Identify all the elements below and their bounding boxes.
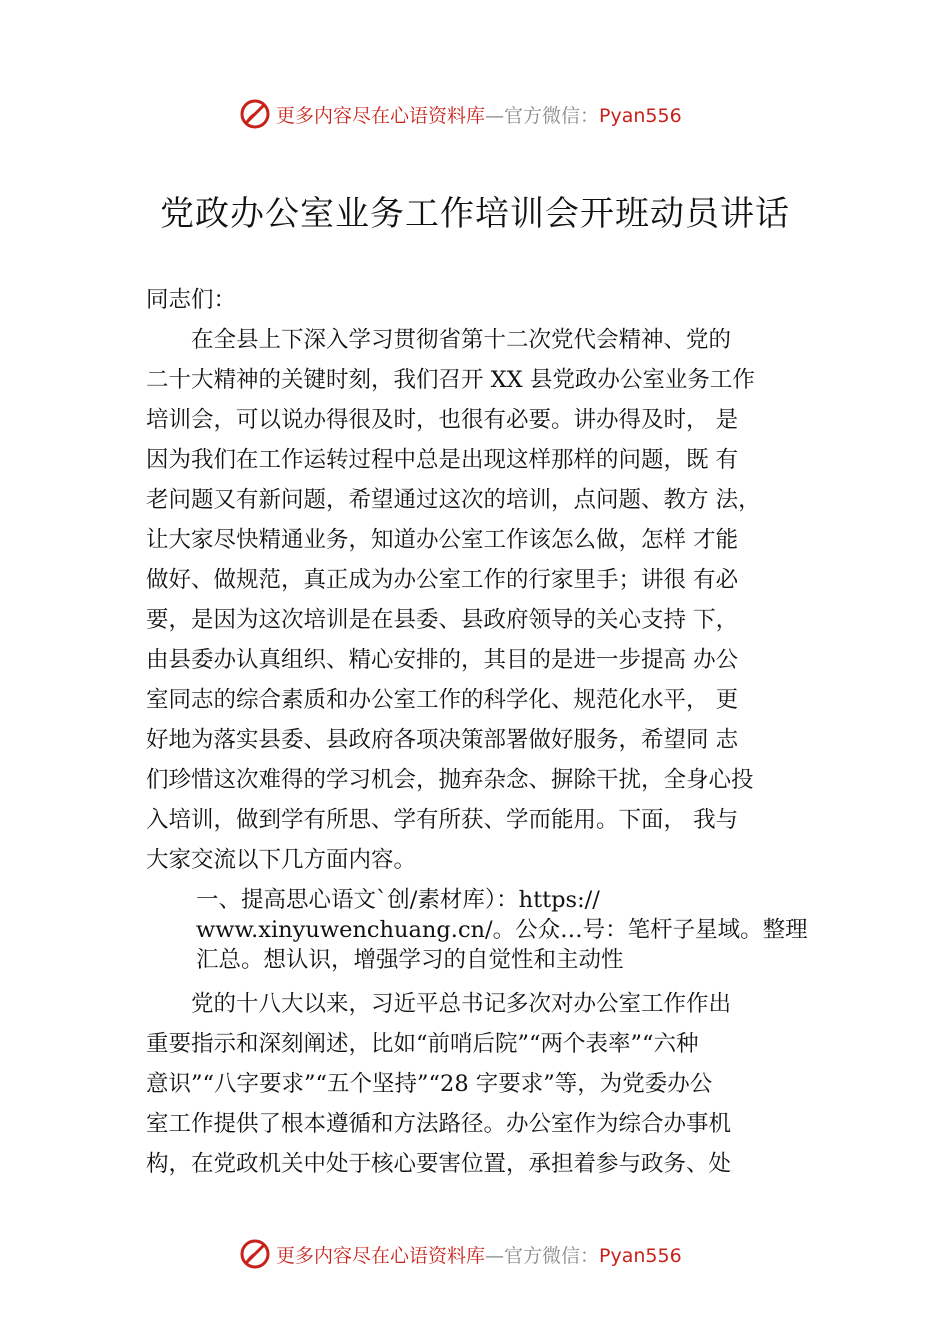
paragraph-line: 老问题又有新问题，希望通过这次的培训，点问题、教方 法， xyxy=(146,487,761,513)
heading-line: 汇总。想认识，增强学习的自觉性和主动性 xyxy=(196,947,624,973)
document-title: 党政办公室业务工作培训会开班动员讲话 xyxy=(160,194,790,234)
paragraph-line: 由县委办认真组织、精心安排的，其目的是进一步提高 办公 xyxy=(146,647,739,673)
paragraph-line: 意识”“八字要求”“五个坚持”“28 字要求”等，为党委办公 xyxy=(146,1071,713,1097)
watermark-text xyxy=(276,1241,682,1268)
watermark-label: —官方微信： xyxy=(485,1245,600,1267)
watermark-wechat-id: Pyan556 xyxy=(599,105,682,127)
brush-logo-icon xyxy=(238,1237,272,1271)
paragraph-line: 好地为落实县委、县政府各项决策部署做好服务，希望同 志 xyxy=(146,727,739,753)
brush-logo-icon xyxy=(238,97,272,131)
paragraph-line: 党的十八大以来，习近平总书记多次对办公室工作作出 xyxy=(146,991,732,1017)
watermark-text xyxy=(276,101,682,128)
watermark-site: 更多内容尽在心语资料库 xyxy=(276,105,486,127)
paragraph-line: 构，在党政机关中处于核心要害位置，承担着参与政务、处 xyxy=(146,1151,732,1177)
paragraph-line: 入培训，做到学有所思、学有所获、学而能用。下面， 我与 xyxy=(146,807,739,833)
paragraph-line: 因为我们在工作运转过程中总是出现这样那样的问题，既 有 xyxy=(146,447,739,473)
watermark-wechat-id: Pyan556 xyxy=(599,1245,682,1267)
heading-line: www.xinyuwenchuang.cn/。公众…号：笔杆子星域。整理 xyxy=(196,917,808,943)
paragraph-line: 重要指示和深刻阐述，比如“前哨后院”“两个表率”“六种 xyxy=(146,1031,699,1057)
paragraph-line: 让大家尽快精通业务，知道办公室工作该怎么做，怎样 才能 xyxy=(146,527,739,553)
watermark-label: —官方微信： xyxy=(485,105,600,127)
header-watermark xyxy=(0,94,950,134)
paragraph-line: 二十大精神的关键时刻，我们召开 XX 县党政办公室业务工作 xyxy=(146,367,755,393)
greeting: 同志们： xyxy=(146,287,237,313)
paragraph-line: 培训会，可以说办得很及时，也很有必要。讲办得及时， 是 xyxy=(146,407,739,433)
paragraph-line: 室同志的综合素质和办公室工作的科学化、规范化水平， 更 xyxy=(146,687,739,713)
paragraph-line: 要，是因为这次培训是在县委、县政府领导的关心支持 下， xyxy=(146,607,739,633)
paragraph-line: 室工作提供了根本遵循和方法路径。办公室作为综合办事机 xyxy=(146,1111,732,1137)
paragraph-line: 大家交流以下几方面内容。 xyxy=(146,847,417,873)
footer-watermark xyxy=(0,1234,950,1274)
watermark-site: 更多内容尽在心语资料库 xyxy=(276,1245,486,1267)
heading-line: 一、提高思心语文`创/素材库）：https:// xyxy=(196,887,600,913)
paragraph-line: 在全县上下深入学习贯彻省第十二次党代会精神、党的 xyxy=(146,327,732,353)
paragraph-line: 做好、做规范，真正成为办公室工作的行家里手；讲很 有必 xyxy=(146,567,739,593)
paragraph-line: 们珍惜这次难得的学习机会，抛弃杂念、摒除干扰，全身心投 xyxy=(146,767,754,793)
